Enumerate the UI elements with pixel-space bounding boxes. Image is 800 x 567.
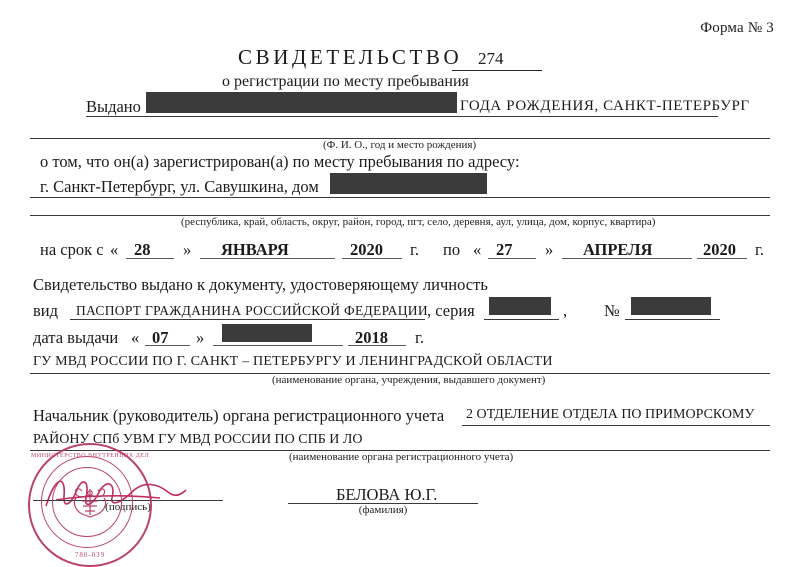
double-headed-eagle-icon: [68, 481, 112, 525]
period-to-year: 2020: [703, 240, 736, 259]
period-prefix: на срок с: [40, 240, 104, 259]
period-from-day: 28: [134, 240, 151, 259]
period-to-quote-open: «: [473, 240, 482, 259]
document-number: 274: [478, 49, 504, 68]
address-rule-1: [30, 197, 770, 198]
identity-authority-caption: (наименование органа, учреждения, выдавшего документ): [272, 374, 546, 386]
identity-issue-day: 07: [152, 328, 169, 347]
stamp-bottom-text: 780-039: [74, 551, 106, 559]
identity-authority: ГУ МВД РОССИИ ПО Г. САНКТ – ПЕТЕРБУРГУ И ЛЕНИНГРАДСКОЙ ОБЛАСТИ: [33, 354, 553, 369]
issue-quote-close: »: [196, 328, 205, 347]
period-from-quote-close: »: [183, 240, 192, 259]
official-stamp: [28, 443, 152, 567]
identity-issue-month-redaction: [222, 324, 312, 342]
identity-series-redaction: [489, 297, 551, 315]
identity-number-label: №: [604, 301, 620, 320]
identity-number-redaction: [631, 297, 711, 315]
issued-to-label: Выдано: [86, 97, 141, 116]
registration-intro: о том, что он(а) зарегистрирован(а) по месту пребывания по адресу:: [40, 152, 520, 171]
period-to-year-rule: [697, 258, 747, 259]
form-number: Форма № 3: [700, 20, 774, 36]
identity-number-rule: [625, 319, 720, 320]
registration-caption: (республика, край, область, округ, район, город, пгт, село, деревня, аул, улица, дом, корпус, квартира): [181, 216, 656, 228]
period-to-quote-close: »: [545, 240, 554, 259]
issued-to-rule: [86, 116, 718, 117]
signature-caption: (подпись): [105, 501, 151, 513]
official-body-caption: (наименование органа регистрационного учета): [289, 451, 514, 463]
period-to-day-rule: [488, 258, 536, 259]
official-body-line1: 2 ОТДЕЛЕНИЕ ОТДЕЛА ПО ПРИМОРСКОМУ: [466, 407, 755, 422]
period-from-month-rule: [200, 258, 335, 259]
identity-kind-label: вид: [33, 301, 59, 320]
period-from-month: ЯНВАРЯ: [221, 240, 289, 259]
identity-kind-rule: [70, 319, 425, 320]
period-middle: по: [443, 240, 461, 259]
identity-issue-year: 2018: [355, 328, 388, 347]
issued-to-redaction: [146, 92, 457, 113]
period-from-suffix: г.: [410, 240, 420, 259]
stamp-top-text: МИНИСТЕРСТВО ВНУТРЕННИХ ДЕЛ: [31, 453, 149, 459]
official-line1-rule: [462, 425, 770, 426]
identity-kind-value: ПАСПОРТ ГРАЖДАНИНА РОССИЙСКОЙ ФЕДЕРАЦИИ: [76, 303, 428, 318]
period-from-day-rule: [126, 258, 174, 259]
official-body-line2: РАЙОНУ СПб УВМ ГУ МВД РОССИИ ПО СПБ И ЛО: [33, 432, 363, 447]
issued-to-caption: (Ф. И. О., год и место рождения): [323, 139, 477, 151]
period-to-day: 27: [496, 240, 513, 259]
identity-comma: ,: [563, 301, 568, 320]
registration-address-redaction: [330, 173, 487, 194]
period-to-month: АПРЕЛЯ: [583, 240, 653, 259]
identity-issue-suffix: г.: [415, 328, 425, 347]
issue-year-rule: [348, 345, 406, 346]
registration-address: г. Санкт-Петербург, ул. Савушкина, дом: [40, 177, 319, 196]
issue-month-rule: [213, 345, 343, 346]
identity-series-label: , серия: [427, 301, 475, 320]
period-from-year-rule: [342, 258, 402, 259]
issue-day-rule: [145, 345, 190, 346]
official-title-label: Начальник (руководитель) органа регистрационного учета: [33, 406, 445, 425]
identity-series-rule: [484, 319, 559, 320]
issue-quote-open: «: [131, 328, 140, 347]
identity-intro: Свидетельство выдано к документу, удостоверяющему личность: [33, 275, 488, 294]
identity-issue-date-label: дата выдачи: [33, 328, 119, 347]
period-from-quote-open: «: [110, 240, 119, 259]
period-to-month-rule: [562, 258, 692, 259]
document-number-rule: [452, 70, 542, 71]
period-from-year: 2020: [350, 240, 383, 259]
page-subtitle: о регистрации по месту пребывания: [222, 73, 469, 90]
period-to-suffix: г.: [755, 240, 765, 259]
official-surname: БЕЛОВА Ю.Г.: [336, 485, 438, 504]
surname-caption: (фамилия): [358, 504, 408, 516]
page-title: СВИДЕТЕЛЬСТВО: [238, 45, 463, 69]
issued-to-trailing-text: ГОДА РОЖДЕНИЯ, САНКТ-ПЕТЕРБУРГ: [460, 98, 750, 114]
